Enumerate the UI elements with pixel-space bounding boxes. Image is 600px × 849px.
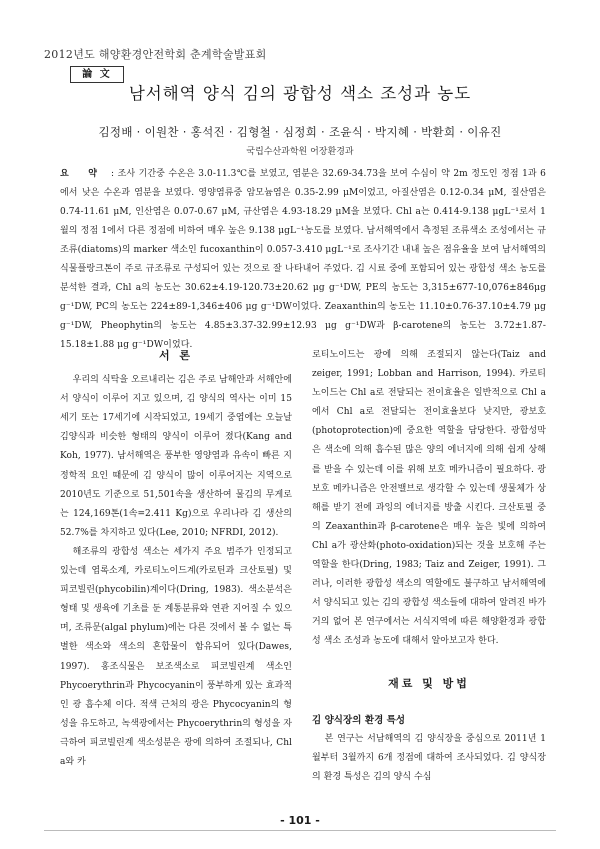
right-column	[312, 346, 546, 787]
intro-paragraph-2: 해조류의 광합성 색소는 세가지 주요 범주가 인정되고 있는데 엽록소계, 카로티노이드계(카로틴과 크산토필) 및 피코빌린(phycobilin)계이다(Dring, 1983). 색소분석은 형태 및 생육에 기초를 둔 계통분류와 연관 지어질 수 있으며, 조류문(algal phylum)에는 다른 것에서 볼 수 없는 특별한 색소와 색소의 혼합물이 함유되어 있다(Dawes, 1997). 홍조식물은 보조색소로 피코빌린계 색소인 Phycoerythrin과 Phycocyanin이 풍부하게 있는 효과적인 광 흡수체 이다. 적색 근처의 광은 Phycocyanin의 형성을 유도하고, 녹색광에서는 Phycoerythrin의 형성을 자극하여 피코빌린계 색소성분은 광에 의하여 조절되나, Chl a와 카	[60, 546, 292, 767]
abstract-text: : 조사 기간중 수온은 3.0-11.3℃를 보였고, 염분은 32.69-34.73을 보여 수심이 약 2m 정도인 정점 1과 6에서 낮은 수온과 염분을 보였다. 영양염류중 암모늄염은 0.35-2.99 μM이었고, 아질산염은 0.12-0.34 μM, 질산염은 0.74-11.61 μM, 인산염은 0.07-0.67 μM, 규산염은 4.93-18.29 μM을 보였다. Chl a는 0.414-9.138 μgL⁻¹로서 1월의 정점 1에서 다른 정점에 비하여 매우 높은 9.138 μgL⁻¹농도를 보였다. 남서해역에서 측정된 조류색소 조성에서는 규조류(diatoms)의 marker 색소인 fucoxanthin이 0.057-3.410 μgL⁻¹로 조사기간 내내 높은 점유율을 보여 남서해역의 식물플랑크톤이 주로 규조류로 구성되어 있는 것으로 잘 나타내어 주었다. 김 시료 중에 포함되어 있는 광합성 색소 농도를 분석한 결과, Chl a의 농도는 30.62±4.19-120.73±20.62 μg g⁻¹DW, PE의 농도는 3,315±677-10,076±846μg g⁻¹DW, PC의 농도는 224±89-1,346±406 μg g⁻¹DW이었다. Zeaxanthin의 농도는 11.10±0.76-37.10±4.79 μg g⁻¹DW, Pheophytin의 농도는 4.85±3.37-32.99±12.93 μg g⁻¹DW과 β-carotene의 농도는 3.72±1.87-15.18±1.88 μg g⁻¹DW이었다.	[60, 169, 546, 350]
methods-heading: 재료 및 방법	[388, 676, 470, 690]
paper-title: 남서해역 양식 김의 광합성 색소 조성과 농도	[128, 84, 472, 103]
intro-paragraph-1: 우리의 식탁을 오르내리는 김은 주로 남해안과 서해안에서 양식이 이루어 지고 있으며, 김 양식의 역사는 이미 15세기 또는 17세기에 시작되었고, 19세기 중엽에는 오늘날 김양식과 비슷한 형태의 양식이 이루어 졌다(Kang and Koh, 1977). 남서해역은 풍부한 영양염과 유속이 빠른 지정학적 요인 때문에 김 양식이 많이 이루어지는 지역으로 2010년도 기준으로 51,501속을 생산하여 물김의 무게로는 124,169톤(1속=2.411 Kg)으로 우리나라 김 생산의 52.7%를 차지하고 있다(Lee, 2010; NFRDI, 2012).	[60, 375, 292, 538]
abstract-label: 요 약	[60, 169, 105, 179]
footer-divider	[44, 830, 556, 831]
article-type-tag: 論 文	[70, 66, 124, 83]
conference-header: 2012년도 해양환경안전학회 춘계학술발표회	[44, 48, 267, 61]
intro-heading: 서 론	[158, 349, 194, 362]
page-number: - 101 -	[280, 814, 320, 827]
abstract	[60, 165, 546, 355]
methods-subheading: 김 양식장의 환경 특성	[312, 714, 406, 726]
author-list: 김정배 · 이원찬 · 홍석진 · 김형철 · 심정희 · 조윤식 · 박지혜 · 박환희 · 이유진	[98, 125, 502, 139]
methods-paragraph-1: 본 연구는 서남해역의 김 양식장을 중심으로 2011년 1월부터 3월까지 6개 정점에 대하여 조사되었다. 김 양식장의 환경 특성은 김의 양식 수심	[312, 733, 546, 782]
affiliation: 국립수산과학원 어장환경과	[246, 147, 354, 157]
left-column	[60, 349, 292, 772]
intro-paragraph-3: 로티노이드는 광에 의해 조절되지 않는다(Taiz and zeiger, 1991; Lobban and Harrison, 1994). 카로티노이드는 Chl a로 전달되는 전이효율은 일반적으로 Chl a에서 Chl a로 전달되는 전이효율보다 낮지만, 광보호(photoprotection)에 중요한 역할을 담당한다. 광합성막은 색소에 의해 흡수된 많은 양의 에너지에 의해 쉽게 상해를 받을 수 있는데 이를 위해 보호 메카니즘이 필요하다. 광보호 메카니즘은 안전밸브로 생각할 수 있는데 생물체가 상해를 받기 전에 과잉의 에너지를 방출 시킨다. 크산토필 중의 Zeaxanthin과 β-carotene은 매우 높은 빛에 의하여 Chl a가 광산화(photo-oxidation)되는 것을 보호해 주는 역할을 한다(Dring, 1983; Taiz and Zeiger, 1991). 그러나, 이러한 광합성 색소의 역할에도 불구하고 남서해역에서 양식되고 있는 김의 광합성 색소들에 대하여 알려진 바가 거의 없어 본 연구에서는 서식지역에 따른 해양환경과 광합성 색소 조성과 농도에 대해서 알아보고자 한다.	[312, 350, 546, 647]
